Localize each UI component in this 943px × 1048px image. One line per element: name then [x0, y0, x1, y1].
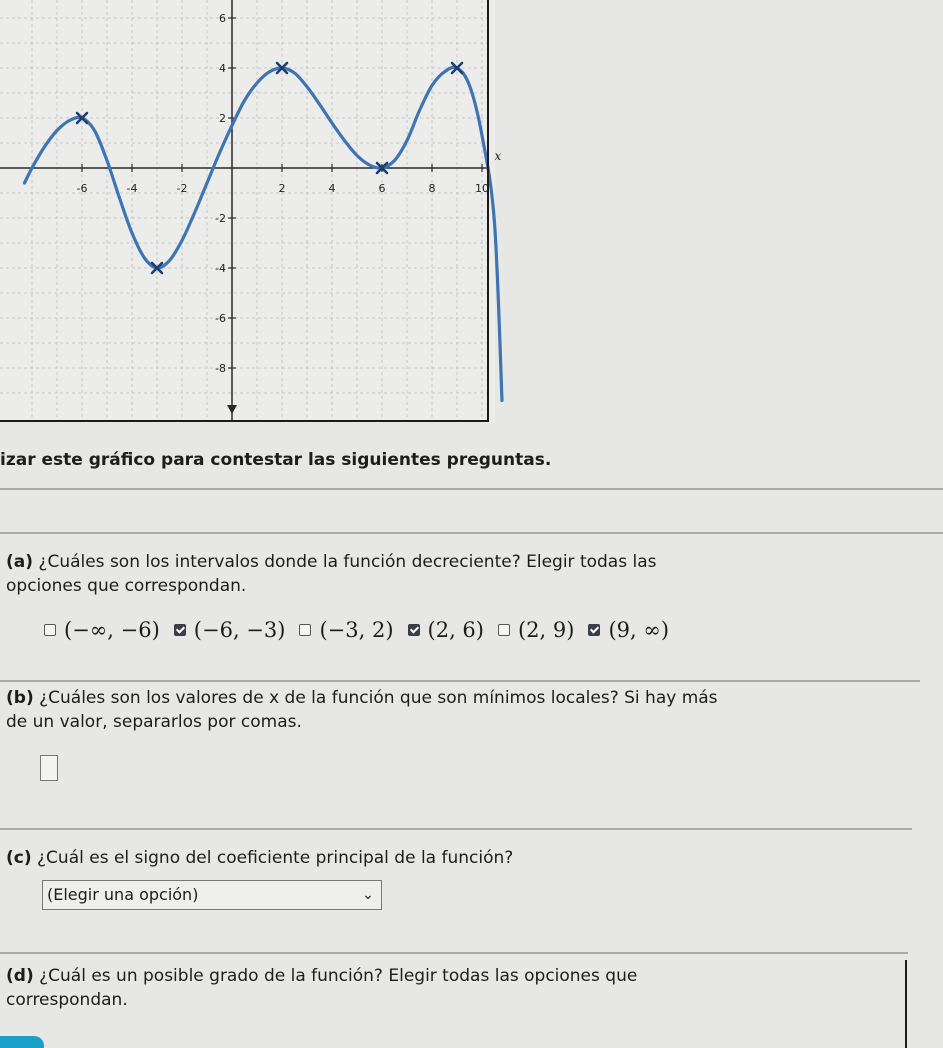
checkbox[interactable]: [174, 624, 186, 636]
question-b-label: (b): [6, 688, 34, 708]
checkbox[interactable]: [498, 624, 510, 636]
option-neg3-2[interactable]: [299, 618, 393, 642]
option-2-6[interactable]: [408, 618, 484, 642]
divider: [0, 532, 943, 534]
y-tick-label: -4: [215, 262, 226, 275]
option-neg6-neg3[interactable]: [174, 618, 286, 642]
local-minima-input[interactable]: [40, 755, 58, 781]
y-tick-label: 4: [219, 62, 226, 75]
option-2-9[interactable]: [498, 618, 574, 642]
divider: [0, 952, 908, 954]
select-value: (Elegir una opción): [47, 885, 199, 904]
checkbox[interactable]: [408, 624, 420, 636]
accent-tab: [0, 1036, 44, 1048]
question-d-label: (d): [6, 966, 34, 986]
instruction-text: izar este gráfico para contestar las siguientes preguntas.: [0, 450, 552, 470]
checkbox[interactable]: [44, 624, 56, 636]
question-c-text: ¿Cuál es el signo del coeficiente principal de la función?: [31, 848, 514, 868]
x-axis-label: x: [494, 149, 502, 163]
question-a-label: (a): [6, 552, 34, 572]
graph-background: [0, 0, 495, 422]
y-tick-label: -8: [215, 362, 226, 375]
question-c: [6, 846, 513, 870]
question-a-text-2: opciones que correspondan.: [6, 576, 247, 596]
x-tick-label: 8: [428, 182, 436, 195]
option-label: (−3, 2): [319, 618, 394, 642]
question-b-text-2: de un valor, separarlos por comas.: [6, 712, 302, 732]
question-d-text-2: correspondan.: [6, 990, 128, 1010]
y-tick-label: -2: [215, 212, 226, 225]
x-tick-label: -6: [76, 182, 88, 195]
x-tick-label: 4: [328, 182, 336, 195]
y-tick-label: 6: [219, 12, 226, 25]
divider: [0, 680, 920, 682]
y-tick-label: 2: [219, 112, 226, 125]
option-label: (9, ∞): [608, 618, 670, 642]
question-d: [6, 964, 637, 1012]
x-tick-label: 10: [475, 182, 489, 195]
x-tick-label: 2: [278, 182, 286, 195]
leading-coefficient-select[interactable]: [42, 880, 382, 910]
y-tick-label: -6: [215, 312, 226, 325]
option-neg-inf-neg6[interactable]: [44, 618, 160, 642]
checkbox[interactable]: [588, 624, 600, 636]
x-tick-label: 6: [378, 182, 386, 195]
function-graph: [0, 0, 502, 422]
x-tick-label: -4: [126, 182, 138, 195]
x-tick-label: -2: [176, 182, 188, 195]
option-9-inf[interactable]: [588, 618, 669, 642]
question-a-text: ¿Cuáles son los intervalos donde la función decreciente? Elegir todas las: [33, 552, 657, 572]
panel-border: [905, 960, 907, 1048]
option-label: (−∞, −6): [64, 618, 160, 642]
divider: [0, 828, 912, 830]
question-b-text: ¿Cuáles son los valores de x de la función que son mínimos locales? Si hay más: [33, 688, 718, 708]
question-a-choices: [44, 612, 683, 648]
checkbox[interactable]: [299, 624, 311, 636]
option-label: (−6, −3): [193, 618, 286, 642]
question-a: [6, 550, 656, 598]
graph-canvas: [0, 0, 502, 422]
question-b: [6, 686, 718, 734]
option-label: (2, 6): [427, 618, 484, 642]
divider: [0, 488, 943, 490]
question-d-text: ¿Cuál es un posible grado de la función? Elegir todas las opciones que: [33, 966, 638, 986]
chevron-down-icon: ⌄: [362, 887, 374, 903]
option-label: (2, 9): [517, 618, 575, 642]
question-c-label: (c): [6, 848, 32, 868]
